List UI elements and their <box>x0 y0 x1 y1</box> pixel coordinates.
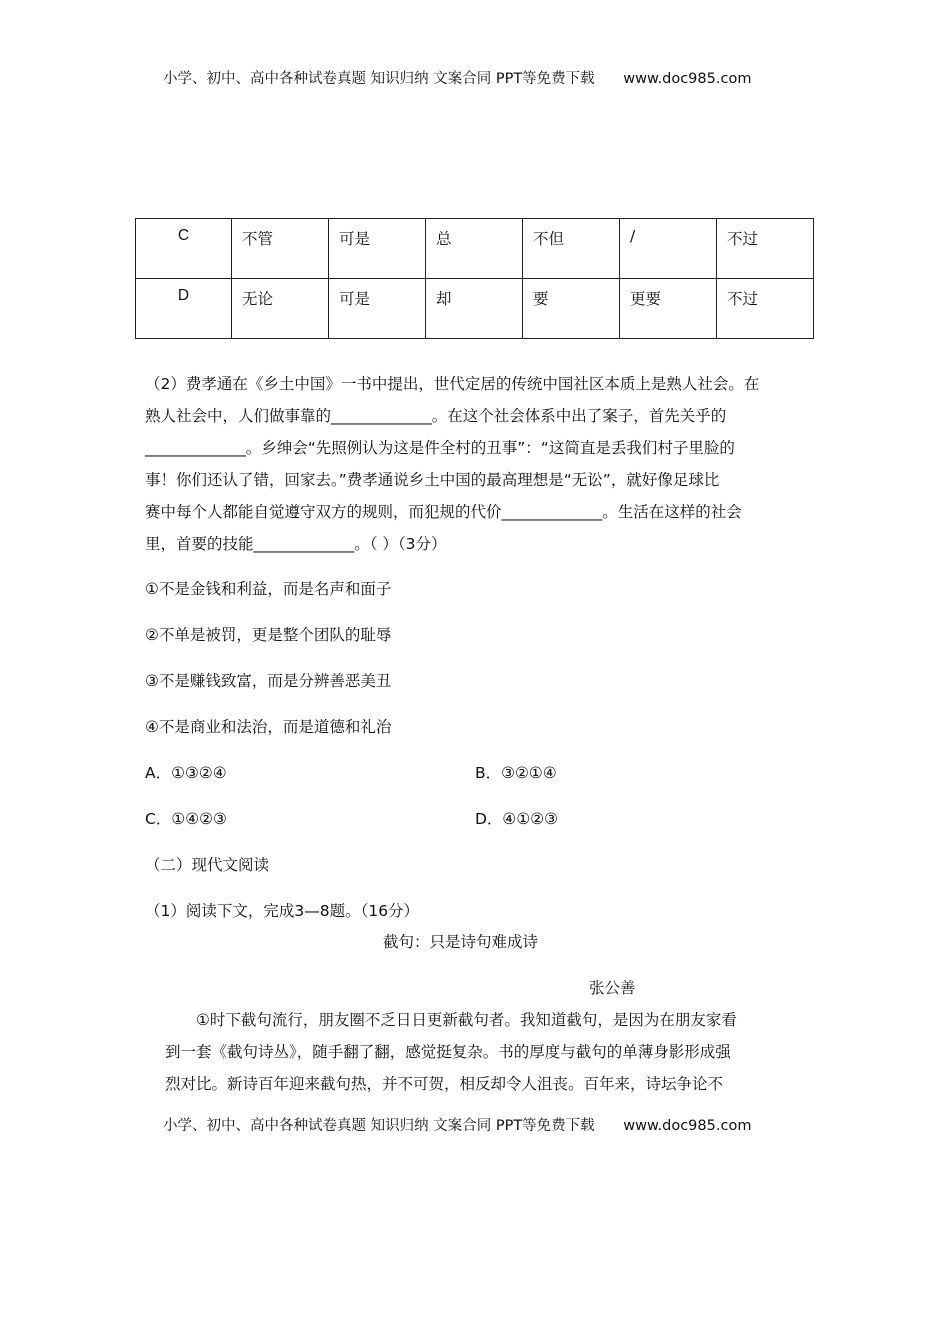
article-line: ①时下截句流行，朋友圈不乏日日更新截句者。我知道截句，是因为在朋友家看 <box>196 1011 737 1029</box>
statement-item: ①不是金钱和利益，而是名声和面子 <box>145 580 392 598</box>
q2-line: 赛中每个人都能自觉遵守双方的规则，而犯规的代价_____________。生活在这样的社会 <box>145 503 742 521</box>
q2-line: _____________。乡绅会“先照例认为这是件全村的丑事”：“这简直是丢我们村子里脸的 <box>145 439 735 457</box>
choice-c[interactable]: C．①④②③ <box>145 810 227 828</box>
q2-line: 熟人社会中，人们做事靠的_____________。在这个社会体系中出了案子，首先关乎的 <box>145 407 727 425</box>
table-cell: 不管 <box>232 219 329 279</box>
page-footer <box>163 1116 751 1136</box>
page-header <box>163 69 751 89</box>
article-author: 张公善 <box>589 979 636 997</box>
table-cell: 可是 <box>329 279 426 339</box>
statement-item: ④不是商业和法治，而是道德和礼治 <box>145 718 392 736</box>
q2-line: 事！你们还认了错，回家去。”费孝通说乡土中国的最高理想是“无讼”，就好像足球比 <box>145 471 720 489</box>
row-label: C <box>136 219 232 279</box>
table-cell: 不但 <box>523 219 620 279</box>
q2-line: 里，首要的技能_____________。（ ）（3分） <box>145 535 447 553</box>
article-title: 截句：只是诗句难成诗 <box>383 933 539 951</box>
options-table <box>135 218 814 339</box>
header-text: 小学、初中、高中各种试卷真题 知识归纳 文案合同 PPT等免费下载 <box>163 71 595 87</box>
table-cell: 无论 <box>232 279 329 339</box>
choice-b[interactable]: B．③②①④ <box>475 764 557 782</box>
choice-a[interactable]: A．①③②④ <box>145 764 227 782</box>
table-cell: / <box>620 219 717 279</box>
table-row <box>136 219 814 279</box>
table-cell: 更要 <box>620 279 717 339</box>
subsection-heading: （1）阅读下文，完成3—8题。（16分） <box>145 902 420 920</box>
article-line: 烈对比。新诗百年迎来截句热，并不可贺，相反却令人沮丧。百年来，诗坛争论不 <box>165 1075 724 1093</box>
statement-item: ③不是赚钱致富，而是分辨善恶美丑 <box>145 672 392 690</box>
section-heading: （二）现代文阅读 <box>145 856 270 874</box>
table-cell: 总 <box>426 219 523 279</box>
table-cell: 不过 <box>717 279 814 339</box>
choice-d[interactable]: D．④①②③ <box>475 810 559 828</box>
table-row <box>136 279 814 339</box>
row-label: D <box>136 279 232 339</box>
q2-line: （2）费孝通在《乡土中国》一书中提出，世代定居的传统中国社区本质上是熟人社会。在 <box>145 375 760 393</box>
table-cell: 不过 <box>717 219 814 279</box>
footer-text: 小学、初中、高中各种试卷真题 知识归纳 文案合同 PPT等免费下载 <box>163 1118 595 1134</box>
table-cell: 要 <box>523 279 620 339</box>
statement-item: ②不单是被罚，更是整个团队的耻辱 <box>145 626 392 644</box>
table-cell: 可是 <box>329 219 426 279</box>
footer-link[interactable]: www.doc985.com <box>623 1118 752 1134</box>
header-link[interactable]: www.doc985.com <box>623 71 752 87</box>
table-cell: 却 <box>426 279 523 339</box>
article-line: 到一套《截句诗丛》，随手翻了翻，感觉挺复杂。书的厚度与截句的单薄身影形成强 <box>165 1043 731 1061</box>
